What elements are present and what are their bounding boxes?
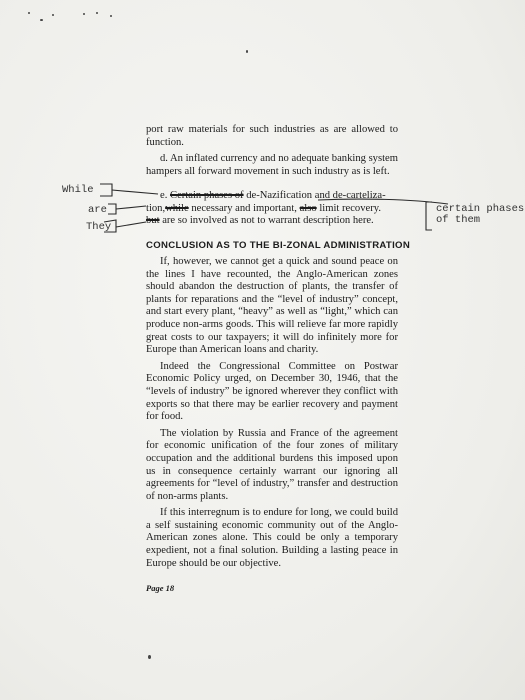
list-item-d: d. An inflated currency and no adequate banking system hampers all forward movement in such industry as is left.: [146, 153, 398, 177]
pointer-line-they: [116, 222, 146, 227]
paragraph: Indeed the Congressional Committee on Postwar Economic Policy urged, on December 30, 1946, that the “levels of industry” be ignored wherever they conflict with exports so that there may be earlier recovery and payment for food.: [146, 360, 398, 423]
page-number: Page 18: [146, 583, 175, 593]
pointer-line-while: [112, 190, 158, 194]
item-e-text: are so involved as not to warrant description here.: [159, 215, 374, 227]
item-e-text: necessary and important,: [188, 202, 297, 214]
section-heading: CONCLUSION AS TO THE BI-ZONAL ADMINISTRATION: [146, 240, 411, 251]
paragraph: If, however, we cannot get a quick and sound peace on the lines I have recounted, the Anglo-American zones should abandon the destruction of plants, the transfer of plants for reparations and the “level of industry” concept, and start every plant, “heavy” as well as “light,” which can produce non-arms goods. This will relieve far more rapidly great costs to our taxpayers; it will do infinitely more for Europe than American loans and charity.: [146, 256, 398, 356]
struck-text: while: [165, 202, 189, 214]
item-e-text: limit recovery.: [316, 202, 382, 214]
item-e-label: e.: [160, 190, 168, 201]
paragraph-continuation: port raw materials for such industries as are allowed to function.: [146, 124, 398, 148]
bracket-certain: [426, 202, 432, 230]
annotation-they: They: [86, 221, 112, 233]
body-column-main: [146, 256, 398, 570]
paragraph: If this interregnum is to endure for long, we could build a self sustaining economic community out of the Anglo-American zones alone. This could be only a temporary expedient, not a final solution. Building a lasting peace in Europe should be our objective.: [146, 507, 398, 569]
struck-text: also: [299, 202, 317, 214]
paragraph: The violation by Russia and France of the agreement for economic unification of the four zones of military occupation and the additional burdens this imposed upon us in consequence certainly warrant our ignoring all agreements for “level of industry,” transfer and destruction of non-arms plants.: [146, 427, 398, 502]
item-e-text: de-Nazification and de-carteliza-: [243, 190, 386, 201]
struck-text: but: [146, 215, 160, 227]
pointer-line-are: [116, 206, 146, 209]
annotation-certain-phases: certain phases: [436, 203, 525, 215]
bracket-are: [108, 204, 116, 214]
annotation-while: While: [62, 184, 94, 196]
bracket-while: [100, 184, 112, 196]
bracket-they: [104, 220, 116, 232]
annotation-of-them: of them: [436, 214, 481, 226]
struck-text: Certain phases of: [170, 190, 244, 201]
item-e-text: tion,: [146, 202, 166, 214]
annotation-are: are: [88, 204, 107, 216]
